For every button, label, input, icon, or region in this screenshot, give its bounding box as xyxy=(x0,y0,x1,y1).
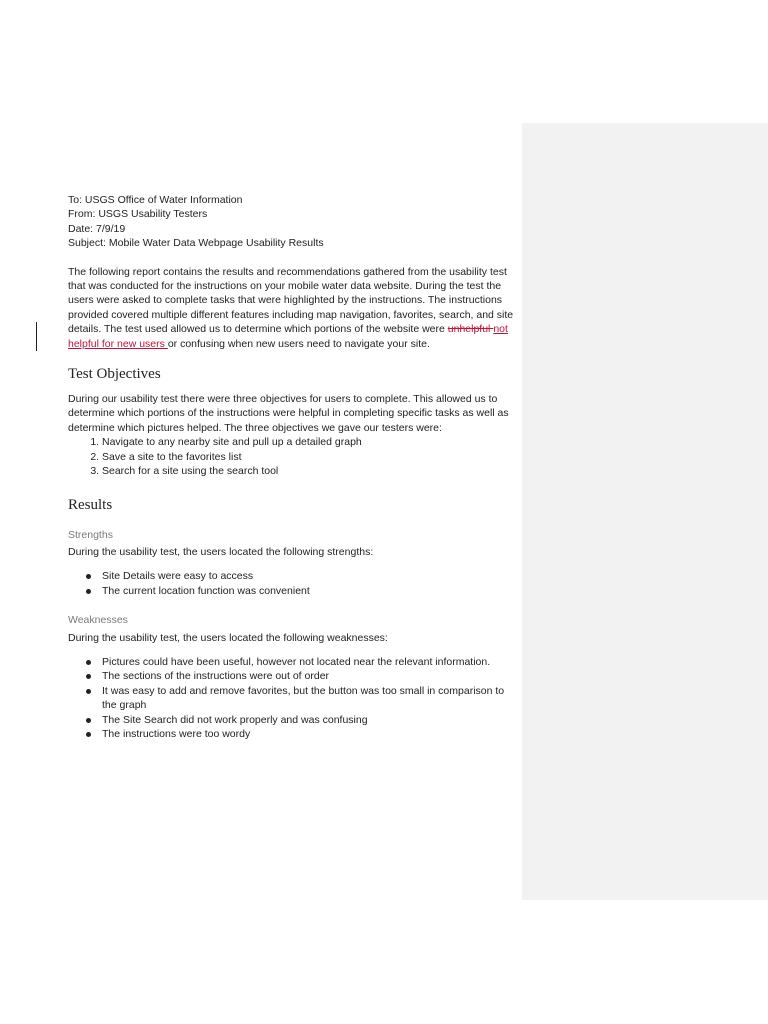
list-item: 2. Save a site to the favorites list xyxy=(102,450,514,464)
strengths-heading: Strengths xyxy=(68,528,113,541)
bullet-icon xyxy=(86,660,91,665)
weaknesses-heading: Weaknesses xyxy=(68,614,128,627)
bullet-icon xyxy=(86,574,91,579)
objectives-text: During our usability test there were three objectives for users to complete. This allowed us to determine which portions of the instructions were helpful in completing specific tasks as well as determine which pictures helped. The three objectives we gave our testers were: xyxy=(68,393,509,434)
list-item-text: The sections of the instructions were out of order xyxy=(102,670,330,683)
memo-to: To: USGS Office of Water Information xyxy=(68,194,243,206)
list-item xyxy=(102,684,514,713)
tracked-deletion: unhelpful xyxy=(447,323,494,336)
list-item: 3. Search for a site using the search tool xyxy=(102,464,514,478)
list-item-text: The instructions were too wordy xyxy=(102,727,251,740)
list-item xyxy=(102,569,514,583)
list-item-text: The Site Search did not work properly and was confusing xyxy=(102,713,368,726)
memo-date: Date: 7/9/19 xyxy=(68,222,126,235)
list-item xyxy=(102,713,514,727)
bullet-icon xyxy=(86,589,91,594)
weaknesses-list xyxy=(68,655,514,741)
document-body xyxy=(68,193,514,741)
memo-subject: Subject: Mobile Water Data Webpage Usability Results xyxy=(68,237,324,250)
intro-text: The following report contains the results and recommendations gathered from the usability test that was conducted for the instructions on your mobile water data website. During the test the users were asked to complete tasks that were highlighted by the instructions. The instructions provided covered multiple different features including map navigation, favorites, search, and site details. The test used allowed us to determine which portions of the website were xyxy=(68,265,514,336)
tracked-insertion: not helpful for new users xyxy=(68,323,508,350)
strengths-list xyxy=(68,569,514,598)
list-item xyxy=(102,655,514,669)
list-item-text: Site Details were easy to access xyxy=(102,570,254,583)
list-item-text: The current location function was convenient xyxy=(102,584,310,597)
strengths-text: During the usability test, the users located the following strengths: xyxy=(68,545,374,558)
list-item-text: It was easy to add and remove favorites, but the button was too small in comparison to the graph xyxy=(102,684,505,712)
memo-from: From: USGS Usability Testers xyxy=(68,208,208,221)
change-bar xyxy=(36,322,37,351)
intro-text-end: or confusing when new users need to navigate your site. xyxy=(167,337,430,350)
comment-pane xyxy=(522,123,768,900)
weaknesses-text: During the usability test, the users located the following weaknesses: xyxy=(68,631,388,644)
bullet-icon xyxy=(86,689,91,694)
bullet-icon xyxy=(86,674,91,679)
list-item xyxy=(102,584,514,598)
list-item xyxy=(102,727,514,741)
objectives-list xyxy=(68,435,514,478)
intro-paragraph xyxy=(68,265,514,351)
list-item xyxy=(102,669,514,683)
bullet-icon xyxy=(86,718,91,723)
list-item-text: Pictures could have been useful, however not located near the relevant information. xyxy=(102,655,491,668)
list-item: 1. Navigate to any nearby site and pull up a detailed graph xyxy=(102,435,514,449)
results-heading: Results xyxy=(68,496,113,513)
bullet-icon xyxy=(86,732,91,737)
objectives-heading: Test Objectives xyxy=(68,366,161,383)
